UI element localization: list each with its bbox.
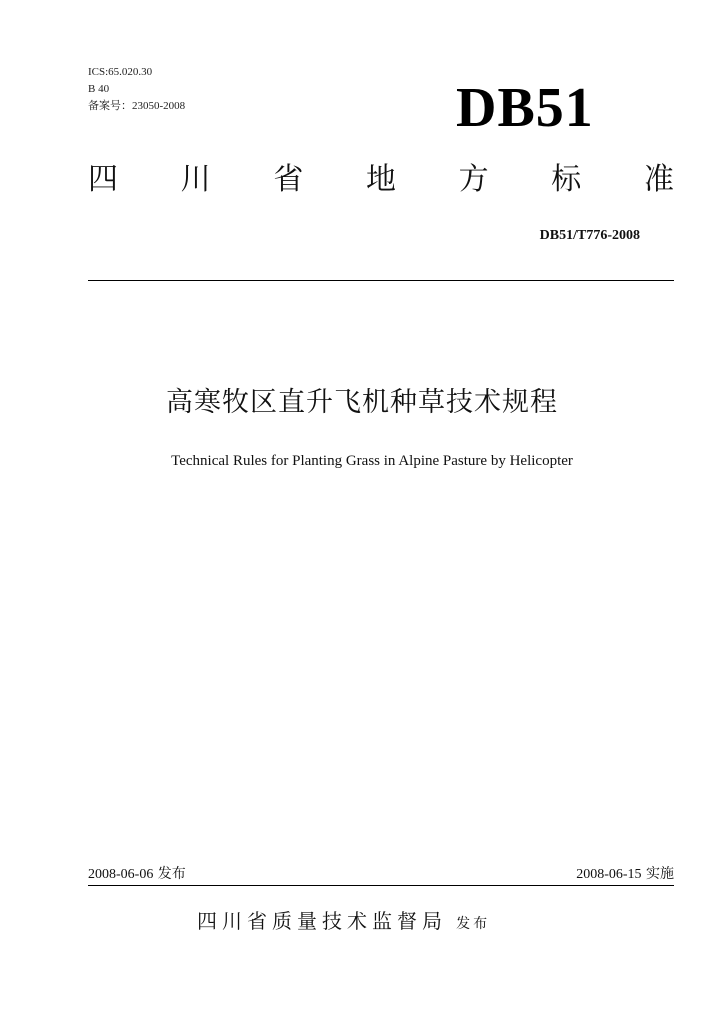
standard-type-heading bbox=[88, 160, 674, 200]
issue-date-group bbox=[88, 864, 186, 885]
top-divider bbox=[88, 280, 674, 281]
ccs-code: B 40 bbox=[88, 83, 110, 95]
document-title-cn: 高寒牧区直升飞机种草技术规程 bbox=[166, 387, 558, 418]
issuer-suffix: 发布 bbox=[456, 916, 491, 932]
filing-number: 备案号：23050-2008 bbox=[88, 100, 186, 112]
effective-label: 实施 bbox=[646, 866, 674, 882]
standard-type-char: 标 bbox=[551, 162, 582, 197]
classification-block bbox=[88, 64, 185, 115]
standard-type-char: 地 bbox=[365, 162, 396, 197]
standard-type-char: 省 bbox=[273, 162, 304, 197]
standard-type-char: 四 bbox=[88, 162, 118, 197]
issue-label: 发布 bbox=[157, 866, 186, 882]
standard-code: DB51/T776-2008 bbox=[539, 228, 640, 243]
standard-logo: DB51 bbox=[456, 77, 594, 139]
ics-code: ICS:65.020.30 bbox=[88, 66, 153, 78]
effective-date: 2008-06-15 bbox=[576, 867, 642, 882]
issuer bbox=[197, 906, 490, 939]
standard-type-char: 准 bbox=[643, 162, 674, 197]
bottom-divider bbox=[88, 885, 674, 886]
date-row bbox=[88, 864, 674, 885]
issuer-org: 四川省质量技术监督局 bbox=[197, 909, 447, 933]
effective-date-group bbox=[576, 864, 674, 885]
standard-type-char: 川 bbox=[180, 162, 211, 197]
issue-date: 2008-06-06 bbox=[88, 867, 154, 882]
standard-type-char: 方 bbox=[458, 162, 489, 197]
document-title-en: Technical Rules for Planting Grass in Alpine Pasture by Helicopter bbox=[171, 453, 573, 469]
